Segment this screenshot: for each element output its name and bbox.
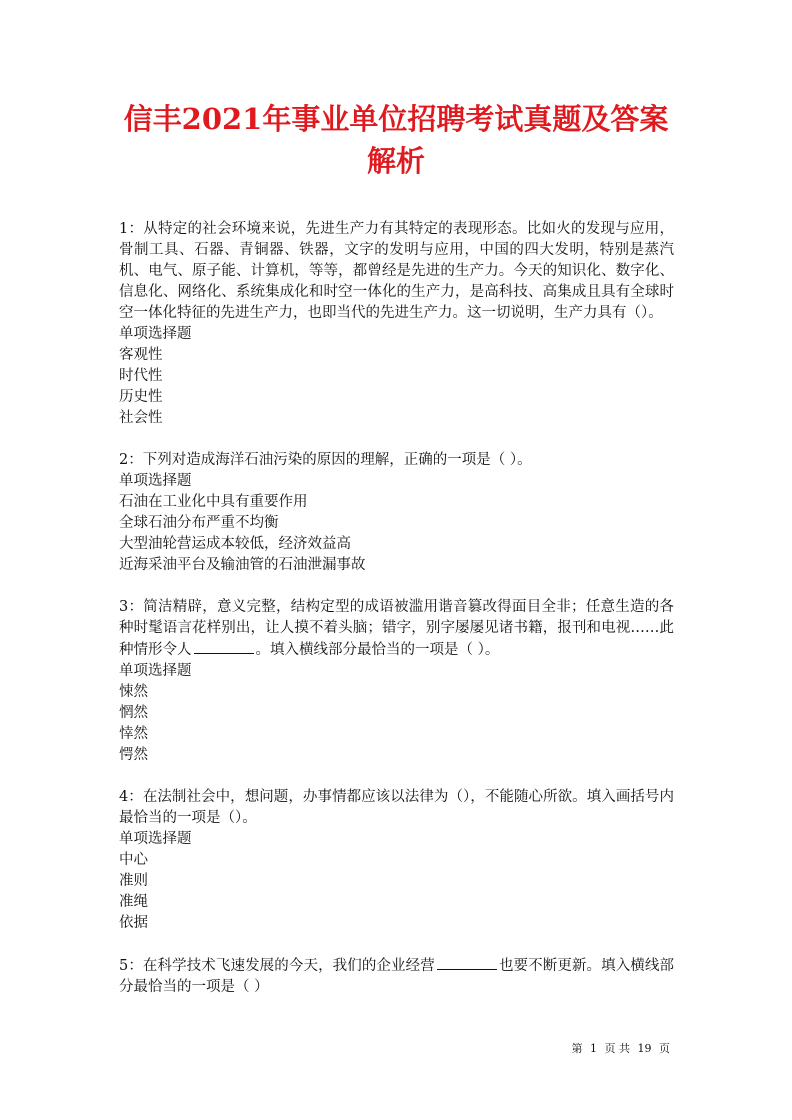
footer-prefix: 第	[571, 1042, 583, 1055]
fill-in-blank	[437, 955, 497, 970]
question-4-option-3: 准绳	[119, 894, 148, 910]
question-2-option-3: 大型油轮营运成本较低，经济效益高	[119, 536, 351, 552]
question-5-stem-after: 也要不断更新。填入横线部分最恰当的一项是（ ）	[119, 958, 674, 995]
question-2-option-4: 近海采油平台及输油管的石油泄漏事故	[119, 557, 366, 573]
question-4-option-1: 中心	[119, 852, 148, 868]
question-list	[119, 219, 674, 1019]
document-title-line-2: 解析	[366, 144, 425, 178]
question-5-stem-before: 5：在科学技术飞速发展的今天，我们的企业经营	[119, 958, 435, 974]
question-4-stem: 4：在法制社会中，想问题，办事情都应该以法律为（），不能随心所欲。填入画括号内最恰当的一项是（）。	[119, 789, 674, 826]
question-2-option-2: 全球石油分布严重不均衡	[119, 515, 279, 531]
document-title-line-1: 信丰2021年事业单位招聘考试真题及答案	[123, 102, 669, 136]
footer-suffix: 页	[659, 1042, 670, 1055]
question-3-stem-after: 。填入横线部分最恰当的一项是（ ）。	[255, 642, 500, 658]
question-3-option-4: 愕然	[119, 747, 148, 763]
question-3-option-3: 悻然	[119, 726, 148, 742]
question-1-option-2: 时代性	[119, 368, 163, 384]
question-3-type: 单项选择题	[119, 663, 192, 679]
question-2-option-1: 石油在工业化中具有重要作用	[119, 494, 308, 510]
question-3-stem-before: 3：简洁精辟，意义完整，结构定型的成语被滥用谐音篡改得面目全非；任意生造的各种时髦语言花样别出，让人摸不着头脑；错字，别字屡屡见诸书籍，报刊和电视……此种情形令人	[119, 599, 674, 658]
question-4-type: 单项选择题	[119, 831, 192, 847]
question-3-stem	[119, 597, 674, 661]
question-1-option-3: 历史性	[119, 389, 163, 405]
question-1-type: 单项选择题	[119, 326, 192, 342]
question-4-option-4: 依据	[119, 915, 148, 931]
question-2-type: 单项选择题	[119, 473, 192, 489]
current-page-number: 1	[590, 1042, 597, 1055]
question-1	[119, 219, 674, 429]
question-3-option-2: 惘然	[119, 705, 148, 721]
question-3-option-1: 悚然	[119, 684, 148, 700]
page-footer	[570, 1042, 673, 1056]
question-4-option-2: 准则	[119, 873, 148, 889]
question-4	[119, 787, 674, 934]
total-page-count: 19	[637, 1042, 652, 1055]
question-5-stem	[119, 955, 674, 998]
question-2-stem: 2：下列对造成海洋石油污染的原因的理解，正确的一项是（ ）。	[119, 452, 532, 468]
question-1-option-1: 客观性	[119, 347, 163, 363]
fill-in-blank	[194, 639, 254, 654]
question-2	[119, 450, 674, 576]
question-1-option-4: 社会性	[119, 410, 163, 426]
question-5	[119, 955, 674, 998]
question-1-stem: 1：从特定的社会环境来说，先进生产力有其特定的表现形态。比如火的发现与应用，骨制工具、石器、青铜器、铁器，文字的发明与应用，中国的四大发明，特别是蒸汽机、电气、原子能、计算机，等等，都曾经是先进的生产力。今天的知识化、数字化、信息化、网络化、系统集成化和时空一体化的生产力，是高科技、高集成且具有全球时空一体化特征的先进生产力，也即当代的先进生产力。这一切说明，生产力具有（）。	[119, 221, 674, 321]
question-3	[119, 597, 674, 766]
footer-mid: 页 共	[604, 1042, 630, 1055]
